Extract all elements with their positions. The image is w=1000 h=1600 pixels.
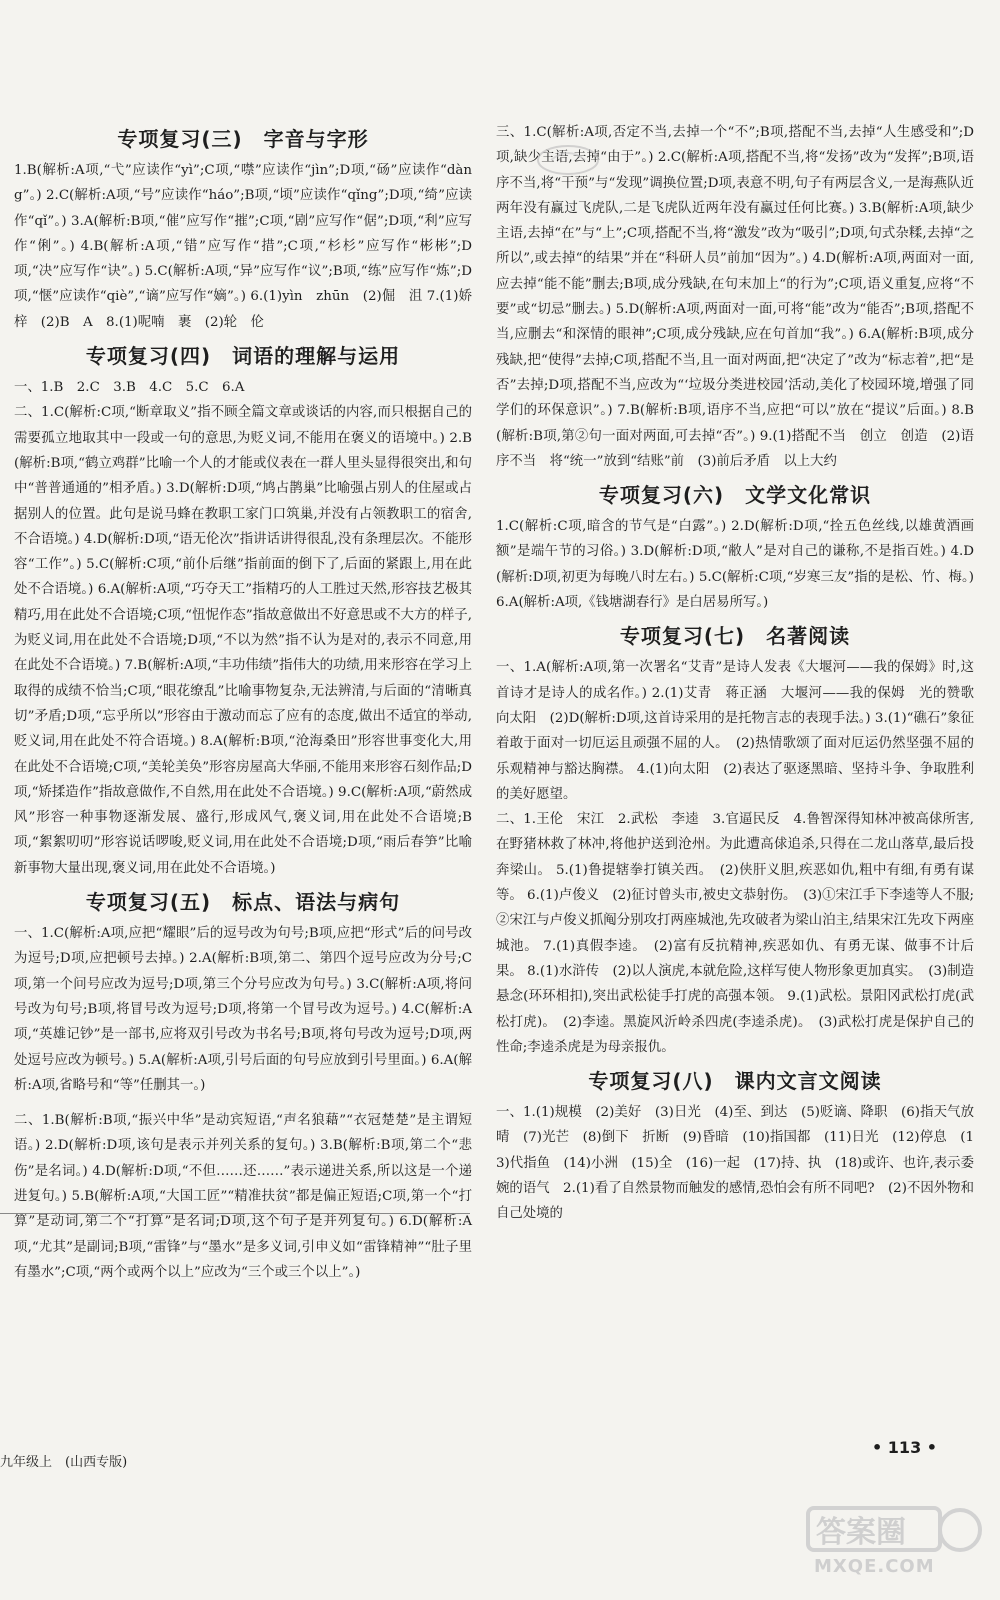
watermark-text: 答案圈 — [816, 1515, 906, 1550]
section-title-4: 专项复习(四) 词语的理解与运用 — [85, 344, 401, 369]
section-4-line1: 一、1.B 2.C 3.B 4.C 5.C 6.A — [14, 380, 245, 396]
stamp-watermark-icon — [533, 140, 603, 180]
section-title-8: 专项复习(八) 课内文言文阅读 — [588, 1069, 882, 1094]
divider-line — [0, 1213, 470, 1214]
section-title-7: 专项复习(七) 名著阅读 — [619, 624, 851, 649]
right-column — [496, 120, 988, 1227]
section-title-3: 专项复习(三) 字音与字形 — [117, 127, 369, 151]
section-8-text: 一、1.(1)规模 (2)美好 (3)日光 (4)至、到达 (5)贬谪、降职 (6)指天气放晴 (7)光芒 (8)倒下 折断 (9)昏暗 (10)指国都 (11)日光 (12)停息 (13)代指鱼 (14)小洲 (15)全 (16)一起 (17)持、执 (18)或许、也许,表示委婉的语气 2.(1)看了自然景物而触发的感情,恐怕会有所不同吧? (2)不因外物和自己处境的 — [496, 1105, 974, 1222]
section-3-text: 1.B(解析:A项,“弋”应读作“yì”;C项,“噤”应读作“jìn”;D项,“砀”应读作“dàng”。) 2.C(解析:A项,“号”应读作“háo”;B项,“顷”应读作“qǐng”;D项,“绮”应读作“qǐ”。) 3.A(解析:B项,“催”应写作“摧”;C项,“剧”应写作“倨”;D项,“利”应写作“俐”。) 4.B(解析:A项,“错”应写作“措”;C项,“杉杉”应写作“彬彬”;D项,“决”应写作“诀”。) 5.C(解析:A项,“异”应写作“议”;B项,“练”应写作“炼”;D项,“惬”应读作“qiè”,“谪”应写作“嫡”。) 6.(1)yìn zhūn (2)倔 沮 7.(1)娇 梓 (2)B A 8.(1)呢喃 裹 (2)轮 伦 — [14, 163, 486, 330]
section-4-text: 二、1.C(解析:C项,“断章取义”指不顾全篇文章或谈话的内容,而只根据自己的需要孤立地取其中一段或一句的意思,为贬义词,不能用在褒义的语境中。) 2.B(解析:B项,“鹤立鸡群”比喻一个人的才能或仪表在一群人里头显得很突出,和句中“普普通通的”相矛盾。) 3.D(解析:D项,“鸠占鹊巢”比喻强占别人的住屋或占据别人的位置。此句是说马蜂在教职工家门口筑巢,并没有占领教职工的宿舍,不合语境。) 4.D(解析:D项,“语无伦次”指讲话讲得很乱,没有条理层次。不能形容“工作”。) 5.C(解析:C项,“前仆后继”指前面的倒下了,后面的紧跟上,用在此处不合语境。) 6.A(解析:A项,“巧夺天工”指精巧的人工胜过天然,形容技艺极其精巧,用在此处不合语境;C项,“忸怩作态”指故意做出不好意思或不大方的样子,为贬义词,用在此处不合语境;D项,“不以为然”指不认为是对的,表示不同意,用在此处不合语境。) 7.B(解析:A项,“丰功伟绩”指伟大的功绩,用来形容在学习上取得的成绩不恰当;C项,“眼花缭乱”比喻事物复杂,无法辨清,与后面的“清晰真切”矛盾;D项,“忘乎所以”形容由于激动而忘了应有的态度,做出不适宜的举动,贬义词,用在此处不符合语境。) 8.A(解析:B项,“沧海桑田”形容世事变化大,用在此处不合语境;C项,“美轮美奂”形容房屋高大华丽,不能用来形容石刻作品;D项,“矫揉造作”指故意做作,不自然,用在此处不合语境。) 9.C(解析:A项,“蔚然成风”形容一种事物逐渐发展、盛行,形成风气,褒义词,用在此处不合语境;B项,“絮絮叨叨”形容说话啰唆,贬义词,用在此处不合语境;D项,“雨后春笋”比喻新事物大量出现,褒义词,用在此处不合语境。) — [14, 405, 472, 876]
section-title-6: 专项复习(六) 文学文化常识 — [598, 483, 872, 508]
section-5-text1: 一、1.C(解析:A项,应把“耀眼”后的逗号改为句号;B项,应把“形式”后的问号改为逗号;D项,应把顿号去掉。) 2.A(解析:B项,第二、第四个逗号应改为分号;C项,第一个问号应改为逗号;D项,第三个分号应改为句号。) 3.C(解析:A项,将问号改为句号;B项,将冒号改为逗号;D项,将第一个冒号改为逗号。) 4.C(解析:A项,“英雄记钞”是一部书,应将双引号改为书名号;B项,将句号改为逗号;D项,两处逗号应改为顿号。) 5.A(解析:A项,引号后面的句号应放到引号里面。) 6.A(解析:A项,省略号和“等”任删其一。) — [14, 926, 472, 1093]
left-column — [14, 118, 486, 1285]
section-5-text3: 三、1.C(解析:A项,否定不当,去掉一个“不”;B项,搭配不当,去掉“人生感受和”;D项,缺少主语,去掉“由于”。) 2.C(解析:A项,搭配不当,将“发扬”改为“发挥”;B项,语序不当,将“干预”与“发现”调换位置;D项,表意不明,句子有两层含义,一是海燕队近两年没有赢过飞虎队,二是飞虎队近两年没有赢过任何比赛。) 3.B(解析:A项,缺少主语,去掉“在”与“上”;C项,搭配不当,将“激发”改为“吸引”;D项,句式杂糅,去掉“之所以”,或去掉“的结果”并在“科研人员”前加“因为”。) 4.D(解析:A项,两面对一面,应去掉“能不能”删去;B项,成分残缺,在句末加上“的行为”;C项,语义重复,应将“不要”或“切忌”删去。) 5.D(解析:A项,两面对一面,可将“能”改为“能否”;B项,搭配不当,应删去“和深情的眼神”;C项,成分残缺,应在句首加“我”。) 6.A(解析:B项,成分残缺,把“使得”去掉;C项,搭配不当,且一面对两面,把“决定了”改为“标志着”,把“是否”去掉;D项,搭配不当,应改为“‘垃圾分类进校园’活动,美化了校园环境,增强了同学们的环保意识”。) 7.B(解析:B项,语序不当,应把“可以”放在“提议”后面。) 8.B(解析:B项,第②句一面对两面,可去掉“否”。) 9.(1)搭配不当 创立 创造 (2)语序不当 将“统一”放到“结账”前 (3)前后矛盾 以上大约 — [496, 125, 974, 469]
section-title-5: 专项复习(五) 标点、语法与病句 — [85, 890, 401, 915]
watermark-url: MXQE.COM — [814, 1556, 935, 1577]
section-5-text2: 二、1.B(解析:B项,“振兴中华”是动宾短语,“声名狼藉”“衣冠楚楚”是主谓短语。) 2.D(解析:D项,该句是表示并列关系的复句。) 3.B(解析:B项,第二个“悲伤”是名词。) 4.D(解析:D项,“不但……还……”表示递进关系,所以这是一个递进复句。) 5.B(解析:A项,“大国工匠”“精准扶贫”都是偏正短语;C项,第一个“打算”是动词,第二个“打算”是名词;D项,这个句子是并列复句。) 6.D(解析:A项,“尤其”是副词;B项,“雷锋”与“墨水”是多义词,引申义如“雷锋精神”“肚子里有墨水”;C项,“两个或两个以上”应改为“三个或三个以上”。) — [14, 1113, 472, 1280]
page-number: • 113 • — [872, 1438, 937, 1457]
section-7-text1: 一、1.A(解析:A项,第一次署名“艾青”是诗人发表《大堰河——我的保姆》时,这首诗才是诗人的成名作。) 2.(1)艾青 蒋正涵 大堰河——我的保姆 光的赞歌 向太阳 (2)D(解析:D项,这首诗采用的是托物言志的表现手法。) 3.(1)“礁石”象征着敢于面对一切厄运且顽强不屈的人。 (2)热情歌颂了面对厄运仍然坚强不屈的乐观精神与豁达胸襟。 4.(1)向太阳 (2)表达了驱逐黑暗、坚持斗争、争取胜利的美好愿望。 — [496, 660, 988, 802]
footer-grade: 九年级上 (山西专版) — [0, 1455, 128, 1470]
section-6-text: 1.C(解析:C项,暗含的节气是“白露”。) 2.D(解析:D项,“拴五色丝线,以雄黄酒画额”是端午节的习俗。) 3.D(解析:D项,“敝人”是对自己的谦称,不是指百姓。) 4.D(解析:D项,初更为每晚八时左右。) 5.C(解析:C项,“岁寒三友”指的是松、竹、梅。) 6.A(解析:A项,《钱塘湖春行》是白居易所写。) — [496, 519, 974, 611]
site-watermark-logo — [800, 1498, 990, 1578]
section-7-text2: 二、1.王伦 宋江 2.武松 李逵 3.官逼民反 4.鲁智深得知林冲被高俅所害,在野猪林救了林冲,将他护送到沧州。为此遭高俅追杀,只得在二龙山落草,最后投奔梁山。 5.(1)鲁提辖拳打镇关西。 (2)侠肝义胆,疾恶如仇,粗中有细,有勇有谋等。 6.(1)卢俊义 (2)征讨曾头市,被史文恭射伤。 (3)①宋江手下李逵等人不服;②宋江与卢俊义抓阄分别攻打两座城池,先攻破者为梁山泊主,结果宋江先攻下两座城池。 7.(1)真假李逵。 (2)富有反抗精神,疾恶如仇、有勇无谋、做事不计后果。 8.(1)水浒传 (2)以人演虎,本就危险,这样写使人物形象更加真实。 (3)制造悬念(环环相扣),突出武松徒手打虎的高强本领。 9.(1)武松。景阳冈武松打虎(武松打虎)。 (2)李逵。黑旋风沂岭杀四虎(李逵杀虎)。 (3)武松打虎是保护自己的性命;李逵杀虎是为母亲报仇。 — [496, 812, 974, 1055]
